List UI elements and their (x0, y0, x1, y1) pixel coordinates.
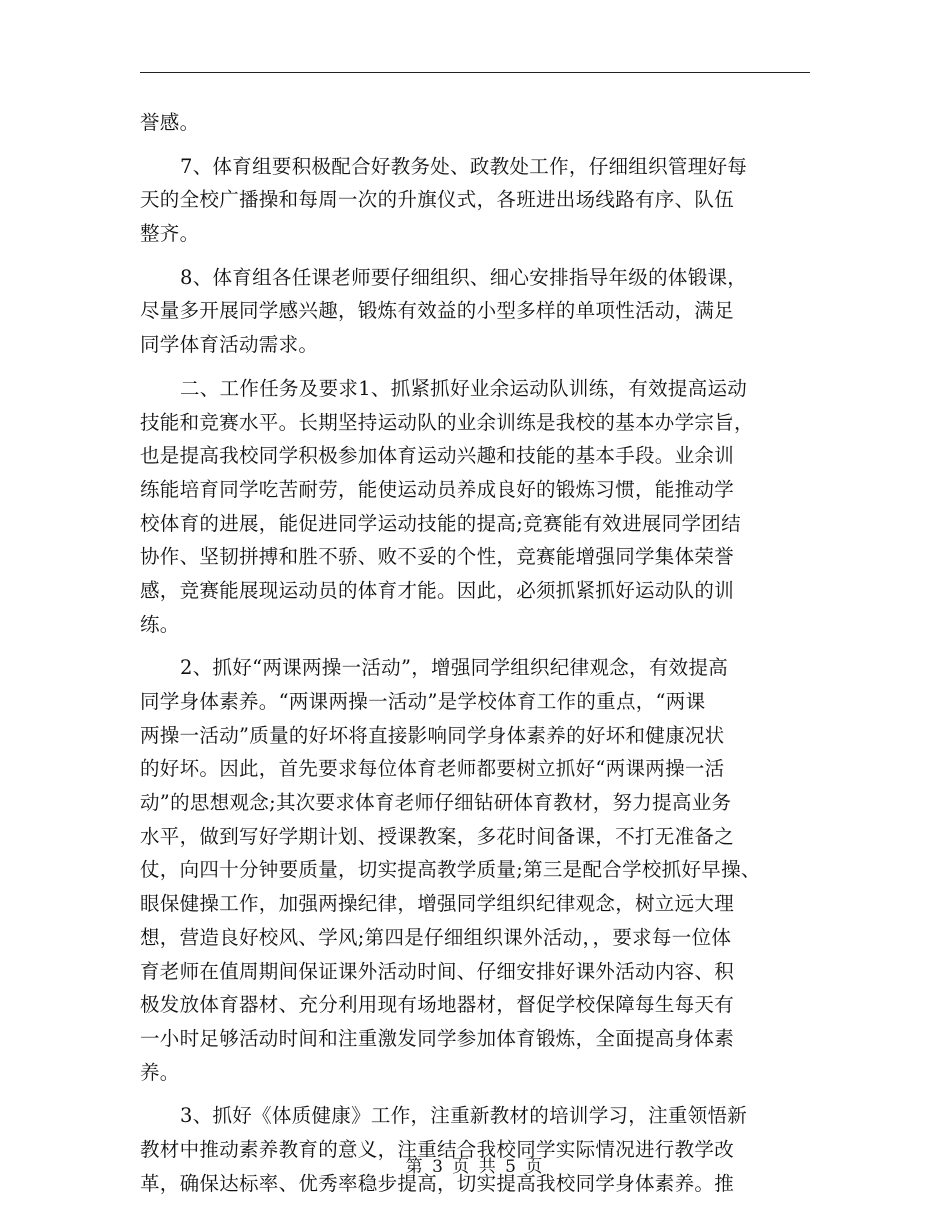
text-line: 仗，向四十分钟要质量，切实提高教学质量;第三是配合学校抓好早操、 (140, 858, 761, 882)
paragraph (140, 372, 810, 642)
text-line: 同学身体素养。“两课两操一活动”是学校体育工作的重点，“两课 (140, 690, 706, 713)
text-line: 练。 (140, 612, 180, 636)
text-line: 教材中推动素养教育的意义，注重结合我校同学实际情况进行教学改 (140, 1137, 735, 1161)
paragraph (140, 651, 810, 1089)
text-line: 动”的思想观念;其次要求体育老师仔细钻研体育教材，努力提高业务 (140, 791, 732, 815)
text-line: 二、工作任务及要求1、抓紧抓好业余运动队训练，有效提高运动 (180, 376, 748, 400)
text-line: 也是提高我校同学积极参加体育运动兴趣和技能的基本手段。业余训 (140, 444, 735, 468)
text-line: 8、体育组各任课老师要仔细组织、细心安排指导年级的体锻课， (180, 265, 748, 289)
paragraph (140, 261, 810, 362)
paragraph (140, 1099, 810, 1200)
text-line: 极发放体育器材、充分利用现有场地器材，督促学校保障每生每天有 (140, 993, 735, 1017)
text-line: 誉感。 (140, 111, 200, 134)
text-line: 革，确保达标率、优秀率稳步提高，切实提高我校同学身体素养。推 (140, 1171, 735, 1195)
paragraph-gap (140, 1089, 810, 1099)
text-line: 育老师在值周期间保证课外活动时间、仔细安排好课外活动内容、积 (140, 959, 735, 983)
text-line: 感，竞赛能展现运动员的体育才能。因此，必须抓紧抓好运动队的训 (140, 578, 735, 602)
text-line: 技能和竞赛水平。长期坚持运动队的业余训练是我校的基本办学宗旨， (140, 410, 754, 434)
paragraph (140, 106, 810, 140)
document-body (140, 106, 810, 1200)
text-line: 3、抓好《体质健康》工作，注重新教材的培训学习，注重领悟新 (180, 1104, 748, 1128)
text-line: 养。 (140, 1060, 180, 1084)
text-line: 7、体育组要积极配合好教务处、政教处工作，仔细组织管理好每 (180, 154, 748, 178)
text-line: 尽量多开展同学感兴趣，锻炼有效益的小型多样的单项性活动，满足 (140, 299, 735, 323)
text-line: 两操一活动”质量的好坏将直接影响同学身体素养的好坏和健康况状 (140, 723, 725, 747)
text-line: 天的全校广播操和每周一次的升旗仪式，各班进出场线路有序、队伍 (140, 188, 735, 212)
text-line: 整齐。 (140, 222, 200, 246)
text-line: 想，营造良好校风、学风;第四是仔细组织课外活动，，要求每一位体 (140, 925, 732, 949)
paragraph (140, 150, 810, 251)
page-footer: 第 3 页 共 5 页 (405, 1157, 545, 1177)
text-line: 眼保健操工作，加强两操纪律，增强同学组织纪律观念，树立远大理 (140, 892, 735, 916)
text-line: 协作、坚韧拼搏和胜不骄、败不妥的个性，竞赛能增强同学集体荣誉 (140, 545, 735, 569)
paragraph-gap (140, 362, 810, 372)
text-line: 水平，做到写好学期计划、授课教案，多花时间备课，不打无准备之 (140, 824, 735, 848)
text-line: 2、抓好“两课两操一活动”，增强同学组织纪律观念，有效提高 (180, 656, 729, 680)
text-line: 的好坏。因此，首先要求每位体育老师都要树立抓好“两课两操一活 (140, 757, 725, 781)
text-line: 同学体育活动需求。 (140, 333, 319, 357)
paragraph-gap (140, 251, 810, 261)
paragraph-gap (140, 140, 810, 150)
header-rule (140, 72, 810, 73)
text-line: 校体育的进展，能促进同学运动技能的提高;竞赛能有效进展同学团结 (140, 511, 741, 535)
text-line: 练能培育同学吃苦耐劳，能使运动员养成良好的锻炼习惯，能推动学 (140, 477, 735, 501)
paragraph-gap (140, 641, 810, 651)
text-line: 一小时足够活动时间和注重激发同学参加体育锻炼，全面提高身体素 (140, 1026, 735, 1050)
